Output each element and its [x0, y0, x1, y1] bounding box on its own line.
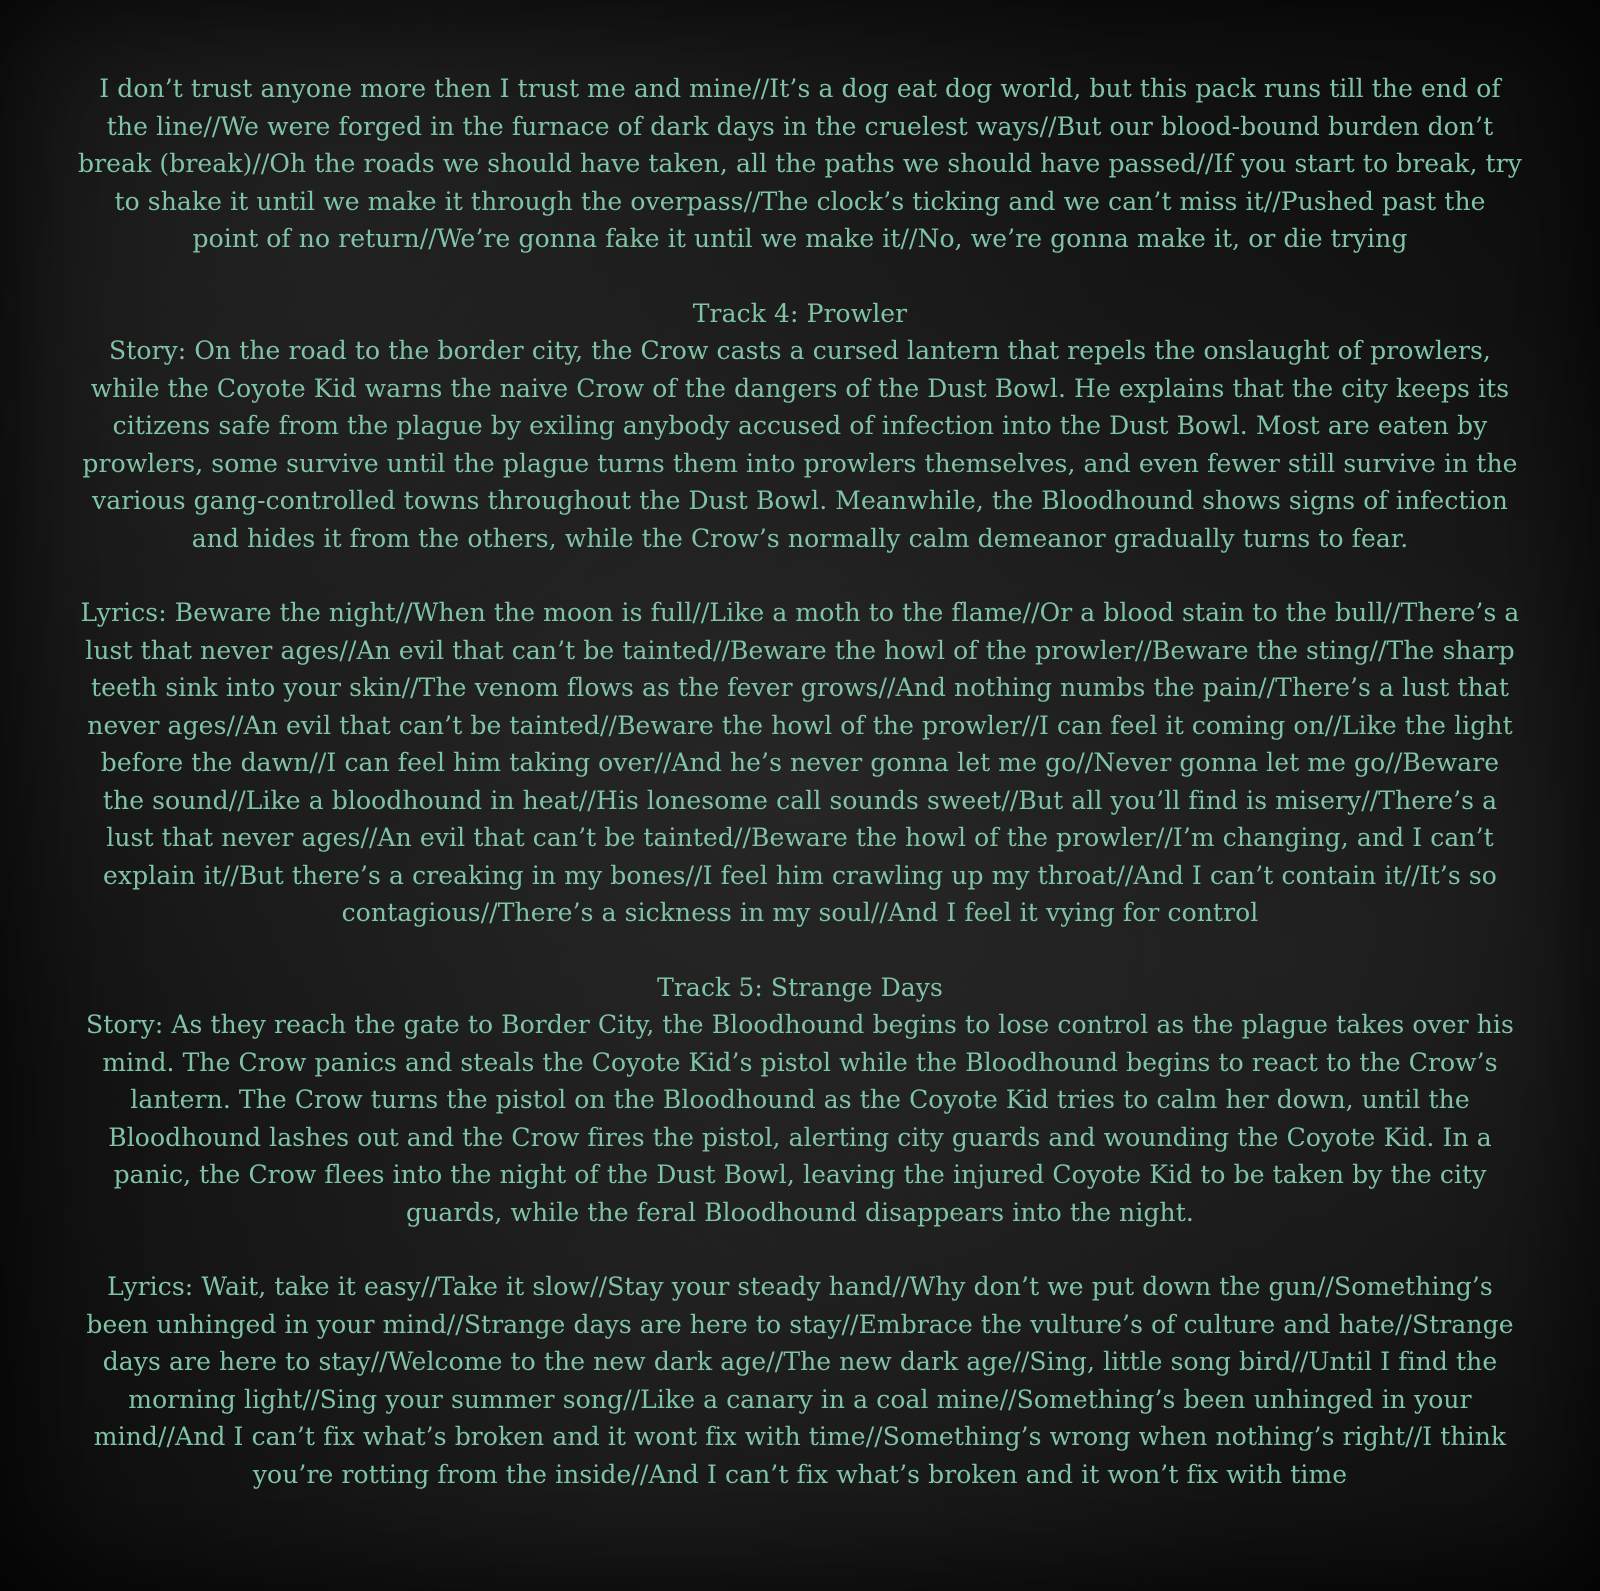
spacer: [78, 258, 1522, 295]
track-4-story: Story: On the road to the border city, the Crow casts a cursed lantern that repels the onslaught of prowlers, while the Coyote Kid warns the naive Crow of the dangers of the Dust Bowl. He explains that the city keeps its citizens safe from the plague by exiling anybody accused of infection into the Dust Bowl. Most are eaten by prowlers, some survive until the plague turns them into prowlers themselves, and even fewer still survive in the various gang-controlled towns throughout the Dust Bowl. Meanwhile, the Bloodhound shows signs of infection and hides it from the others, while the Crow’s normally calm demeanor gradually turns to fear.: [82, 336, 1518, 553]
spacer: [78, 1231, 1522, 1268]
intro-lyrics: I don’t trust anyone more then I trust me and mine//It’s a dog eat dog world, but this pack runs till the end of the line//We were forged in the furnace of dark days in the cruelest ways//But our blood-bound burden don’t break (break)//Oh the roads we should have taken, all the paths we should have passed//If you start to break, try to shake it until we make it through the overpass//The clock’s ticking and we can’t miss it//Pushed past the point of no return//We’re gonna fake it until we make it//No, we’re gonna make it, or die trying: [78, 74, 1522, 253]
spacer: [78, 932, 1522, 969]
track-4-lyrics: Lyrics: Beware the night//When the moon is full//Like a moth to the flame//Or a blood stain to the bull//There’s a lust that never ages//An evil that can’t be tainted//Beware the howl of the prowler//Beware the sting//The sharp teeth sink into your skin//The venom flows as the fever grows//And nothing numbs the pain//There’s a lust that never ages//An evil that can’t be tainted//Beware the howl of the prowler//I can feel it coming on//Like the light before the dawn//I can feel him taking over//And he’s never gonna let me go//Never gonna let me go//Beware the sound//Like a bloodhound in heat//His lonesome call sounds sweet//But all you’ll find is misery//There’s a lust that never ages//An evil that can’t be tainted//Beware the howl of the prowler//I’m changing, and I can’t explain it//But there’s a creaking in my bones//I feel him crawling up my throat//And I can’t contain it//It’s so contagious//There’s a sickness in my soul//And I feel it vying for control: [80, 598, 1520, 927]
lyrics-booklet-page: [78, 70, 1522, 1493]
track-5-lyrics: Lyrics: Wait, take it easy//Take it slow//Stay your steady hand//Why don’t we put down the gun//Something’s been unhinged in your mind//Strange days are here to stay//Embrace the vulture’s of culture and hate//Strange days are here to stay//Welcome to the new dark age//The new dark age//Sing, little song bird//Until I find the morning light//Sing your summer song//Like a canary in a coal mine//Something’s been unhinged in your mind//And I can’t fix what’s broken and it wont fix with time//Something’s wrong when nothing’s right//I think you’re rotting from the inside//And I can’t fix what’s broken and it won’t fix with time: [86, 1272, 1514, 1489]
track-4-title: Track 4: Prowler: [692, 298, 908, 328]
spacer: [78, 557, 1522, 594]
track-5-title: Track 5: Strange Days: [657, 972, 943, 1002]
track-5-story: Story: As they reach the gate to Border City, the Bloodhound begins to lose control as the plague takes over his mind. The Crow panics and steals the Coyote Kid’s pistol while the Bloodhound begins to react to the Crow’s lantern. The Crow turns the pistol on the Bloodhound as the Coyote Kid tries to calm her down, until the Bloodhound lashes out and the Crow fires the pistol, alerting city guards and wounding the Coyote Kid. In a panic, the Crow flees into the night of the Dust Bowl, leaving the injured Coyote Kid to be taken by the city guards, while the feral Bloodhound disappears into the night.: [86, 1010, 1514, 1227]
